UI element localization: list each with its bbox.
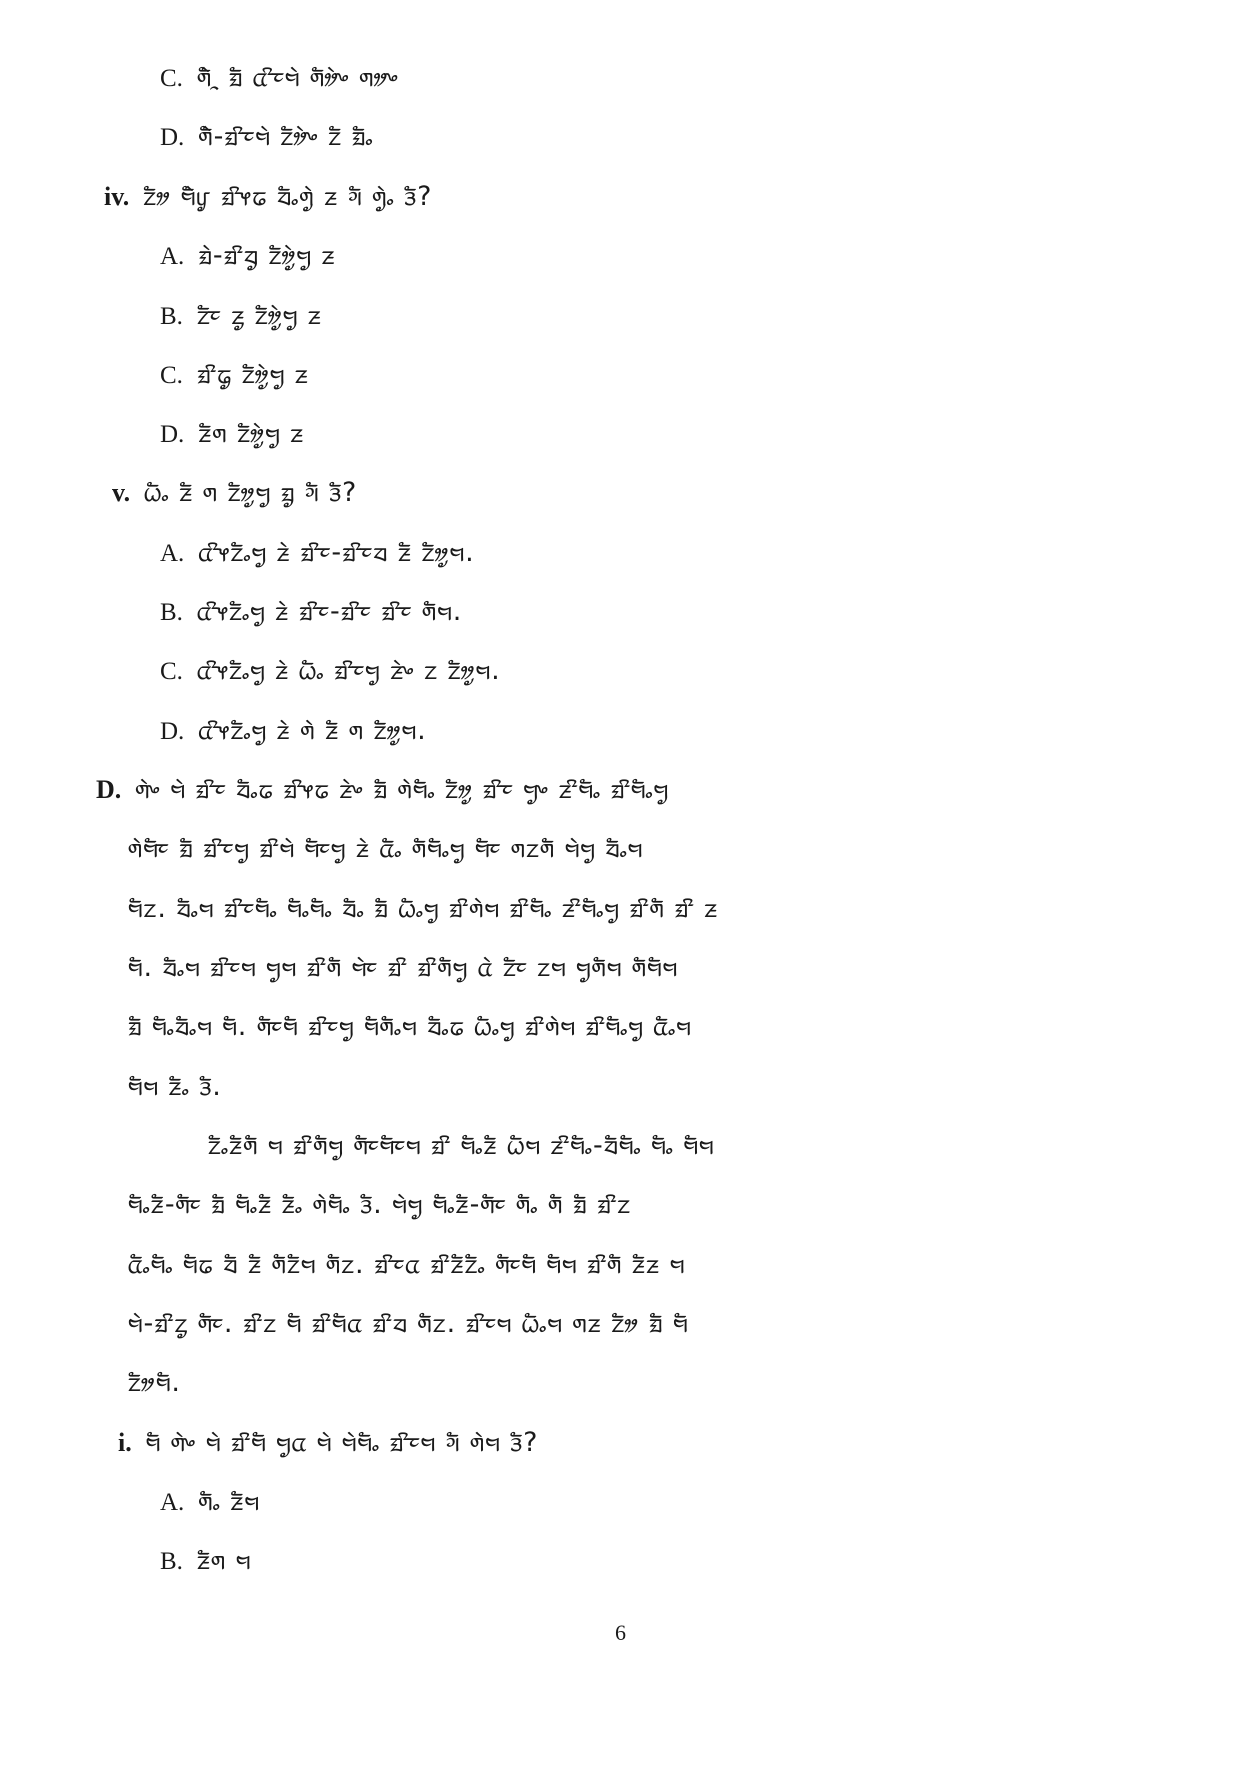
passage-line [208, 1126, 714, 1166]
section-label: D. [96, 775, 122, 804]
option-line [160, 1482, 260, 1523]
option-text: ᤂᤡᤶᤁᤠᤱᤗᤢ ᤏᤧ ᤛᤧ ᤏᤠ ᤛ ᤁᤦᤢᤗ. [198, 715, 427, 746]
question-text: ᤗᤠ ᤛᤧᤴ ᤗᤧ ᤀᤡᤗᤠ ᤗᤢᤂ ᤗᤧ ᤗᤧᤗᤠᤱ ᤀᤡᤰᤗ ᤆᤠ ᤛᤧᤗ ᤋᤠ? [145, 1427, 539, 1458]
option-label: D. [160, 421, 185, 448]
question-number: v. [112, 478, 131, 507]
option-line [160, 236, 336, 277]
passage-text: ᤛᤧᤴ ᤗᤧ ᤀᤡᤰ ᤔᤠᤱᤒ ᤀᤡᤶᤒ ᤏᤧᤴ ᤀᤠ ᤛᤧᤗᤠᤱ ᤁᤦᤢ ᤀᤡᤰ ᤗᤢᤴ ᤏᤡᤗᤠᤱ ᤀᤡᤗᤠᤱᤗᤢ [135, 774, 670, 805]
passage-line [128, 829, 643, 869]
option-line [160, 58, 399, 99]
option-line [160, 414, 304, 455]
option-text: ᤛᤧᤠᤳ ᤀᤠ ᤂᤡᤰᤗᤧ ᤛᤦᤧᤴ ᤛᤤᤴ [196, 62, 400, 93]
passage-line [128, 1185, 631, 1225]
question-number: i. [118, 1428, 132, 1457]
passage-line [128, 1245, 685, 1285]
option-label: C. [160, 362, 183, 389]
passage-text: ᤁᤠᤱᤏᤠᤛᤠ ᤗ ᤀᤡᤛᤠᤗᤢ ᤛᤠᤰᤗᤠᤰᤗ ᤀᤡ ᤗᤠᤱᤏᤠ ᤐᤠᤗ ᤏᤡᤗᤠᤱ-ᤔᤠᤗᤠᤱ ᤗᤠᤱ ᤗᤠᤗ [208, 1130, 715, 1161]
question-line [112, 473, 357, 513]
option-label: A. [160, 540, 185, 567]
question-line [104, 177, 432, 217]
page-number: 6 [615, 1620, 626, 1645]
passage-text: ᤀᤠ ᤗᤠᤱᤔᤠᤱᤗ ᤗᤠ. ᤛᤠᤰᤗᤠ ᤀᤡᤰᤗᤢ ᤗᤠᤛᤠᤱᤗ ᤔᤠᤱᤒ ᤐᤠᤱᤗᤢ ᤀᤡᤛᤧᤗ ᤀᤡᤗᤠᤱᤗᤢ ᤂᤠᤱᤗ [128, 1011, 692, 1042]
option-label: B. [160, 1548, 183, 1575]
question-number: iv. [104, 182, 130, 211]
option-label: A. [160, 243, 185, 270]
passage-line [128, 1067, 222, 1107]
option-label: C. [160, 65, 183, 92]
passage-line [128, 1304, 689, 1344]
option-label: B. [160, 303, 183, 330]
passage-line [96, 770, 669, 810]
passage-text: ᤂᤠᤱᤗᤠᤱ ᤗᤠᤒ ᤔᤠ ᤏᤠ ᤛᤠᤁᤠᤗ ᤛᤠᤁ. ᤀᤡᤰᤂ ᤀᤡᤏᤠᤁᤠᤱ ᤛᤠᤰᤗᤠ ᤗᤠᤗ ᤀᤡᤛᤠ ᤏᤠᤏ ᤗ [128, 1249, 686, 1280]
option-label: D. [160, 124, 185, 151]
passage-line [128, 1363, 181, 1403]
option-text: ᤀᤡᤒᤢ ᤁᤦᤧᤢᤗᤢ ᤏ [196, 359, 310, 390]
option-text: ᤛᤠᤱ ᤏᤠᤗ [198, 1486, 260, 1517]
option-text: ᤛᤧᤠ-ᤀᤡᤰᤗᤧ ᤁᤦᤧᤴ ᤁᤠ ᤀᤠᤱ [198, 121, 374, 152]
option-label: A. [160, 1489, 185, 1516]
option-text: ᤏᤠᤛ ᤁᤦᤧᤢᤗᤢ ᤏ [198, 418, 305, 449]
passage-text: ᤗᤠ. ᤔᤠᤱᤗ ᤀᤡᤰᤗ ᤗᤢᤗ ᤀᤡᤛᤠ ᤗᤧᤰ ᤀᤡ ᤀᤡᤛᤠᤗᤢ ᤂᤧ ᤁᤠᤰ ᤁᤗ ᤗᤢᤛᤠᤗ ᤛᤠᤗᤠᤗ [128, 952, 679, 983]
option-line [160, 355, 309, 396]
option-text: ᤁᤠᤰ ᤏᤢ ᤁᤦᤧᤢᤗᤢ ᤏ [196, 300, 323, 331]
passage-line [128, 1007, 692, 1047]
option-text: ᤂᤡᤶᤁᤠᤱᤗᤢ ᤏᤧ ᤀᤡᤰ-ᤀᤡᤰ ᤀᤡᤰ ᤛᤠᤗ. [196, 596, 463, 627]
passage-text: ᤗᤧ-ᤀᤡᤁᤢ ᤛᤠᤰ. ᤀᤡᤁ ᤗᤠ ᤀᤡᤗᤠᤂ ᤀᤡᤔ ᤛᤠᤁ. ᤀᤡᤰᤗ ᤐᤠᤱᤗ ᤛᤏ ᤁᤦ ᤀᤠ ᤗᤠ [128, 1308, 689, 1339]
option-label: D. [160, 718, 185, 745]
option-text: ᤂᤡᤶᤁᤠᤱᤗᤢ ᤏᤧ ᤀᤡᤰ-ᤀᤡᤰᤔ ᤏᤠ ᤁᤦᤢᤗ. [198, 537, 475, 568]
option-line [160, 592, 462, 633]
option-line [160, 1541, 251, 1582]
option-line [160, 711, 427, 752]
passage-text: ᤗᤠᤁ. ᤔᤠᤱᤗ ᤀᤡᤰᤗᤠᤱ ᤗᤠᤱᤗᤠᤱ ᤔᤠᤱ ᤀᤠ ᤐᤠᤱᤗᤢ ᤀᤡᤛᤧᤗ ᤀᤡᤗᤠᤱ ᤏᤡᤗᤠᤱᤗᤢ ᤀᤡᤛᤠ ᤀᤡ ᤏ [128, 893, 719, 924]
option-line [160, 533, 475, 574]
option-text: ᤀᤧ-ᤀᤡᤔᤢ ᤁᤦᤧᤢᤗᤢ ᤏ [198, 240, 336, 271]
passage-text: ᤗᤠᤗ ᤏᤠᤱ ᤋᤠ. [128, 1071, 222, 1102]
passage-text: ᤛᤧᤗᤠᤰ ᤀᤠ ᤀᤡᤰᤗᤢ ᤀᤡᤗᤧ ᤗᤠᤰᤗᤢ ᤏᤧ ᤂᤠᤱ ᤛᤠᤗᤠᤱᤗᤢ ᤗᤠᤰ ᤛᤁᤛᤠ ᤗᤧᤗᤢ ᤔᤠᤱᤗ [128, 833, 644, 864]
passage-line [128, 889, 718, 929]
question-line [118, 1423, 538, 1463]
passage-text: ᤁᤦᤗᤠ. [128, 1367, 182, 1398]
option-text: ᤂᤡᤶᤁᤠᤱᤗᤢ ᤏᤧ ᤐᤠᤱ ᤀᤡᤰᤗᤢ ᤏᤧᤴ ᤁ ᤁᤦᤢᤗ. [196, 655, 501, 686]
option-line [160, 651, 501, 692]
passage-text: ᤗᤠᤱᤏᤠ-ᤛᤠᤰ ᤀᤠ ᤗᤠᤱᤏᤠ ᤏᤠᤱ ᤛᤧᤗᤠᤱ ᤋᤠ. ᤗᤧᤗᤢ ᤗᤠᤱᤏᤠ-ᤛᤠᤰ ᤛᤠᤱ ᤛᤠ ᤀᤠ ᤀᤡᤁ [128, 1189, 632, 1220]
option-line [160, 296, 322, 337]
option-text: ᤏᤠᤛ ᤗ [196, 1545, 252, 1576]
option-label: C. [160, 658, 183, 685]
passage-line [128, 948, 678, 988]
question-text: ᤁᤦ ᤗᤧᤠᤙᤢ ᤀᤡᤶᤒ ᤔᤠᤱᤛᤧᤢ ᤏ ᤆᤠ ᤛᤧᤢᤱ ᤋᤠ? [143, 181, 433, 212]
question-text: ᤐᤠᤱ ᤏᤠ ᤛ ᤁᤦᤢᤗᤢ ᤀᤢ ᤆᤠ ᤋᤠ? [144, 477, 358, 508]
option-line [160, 117, 374, 158]
option-label: B. [160, 599, 183, 626]
